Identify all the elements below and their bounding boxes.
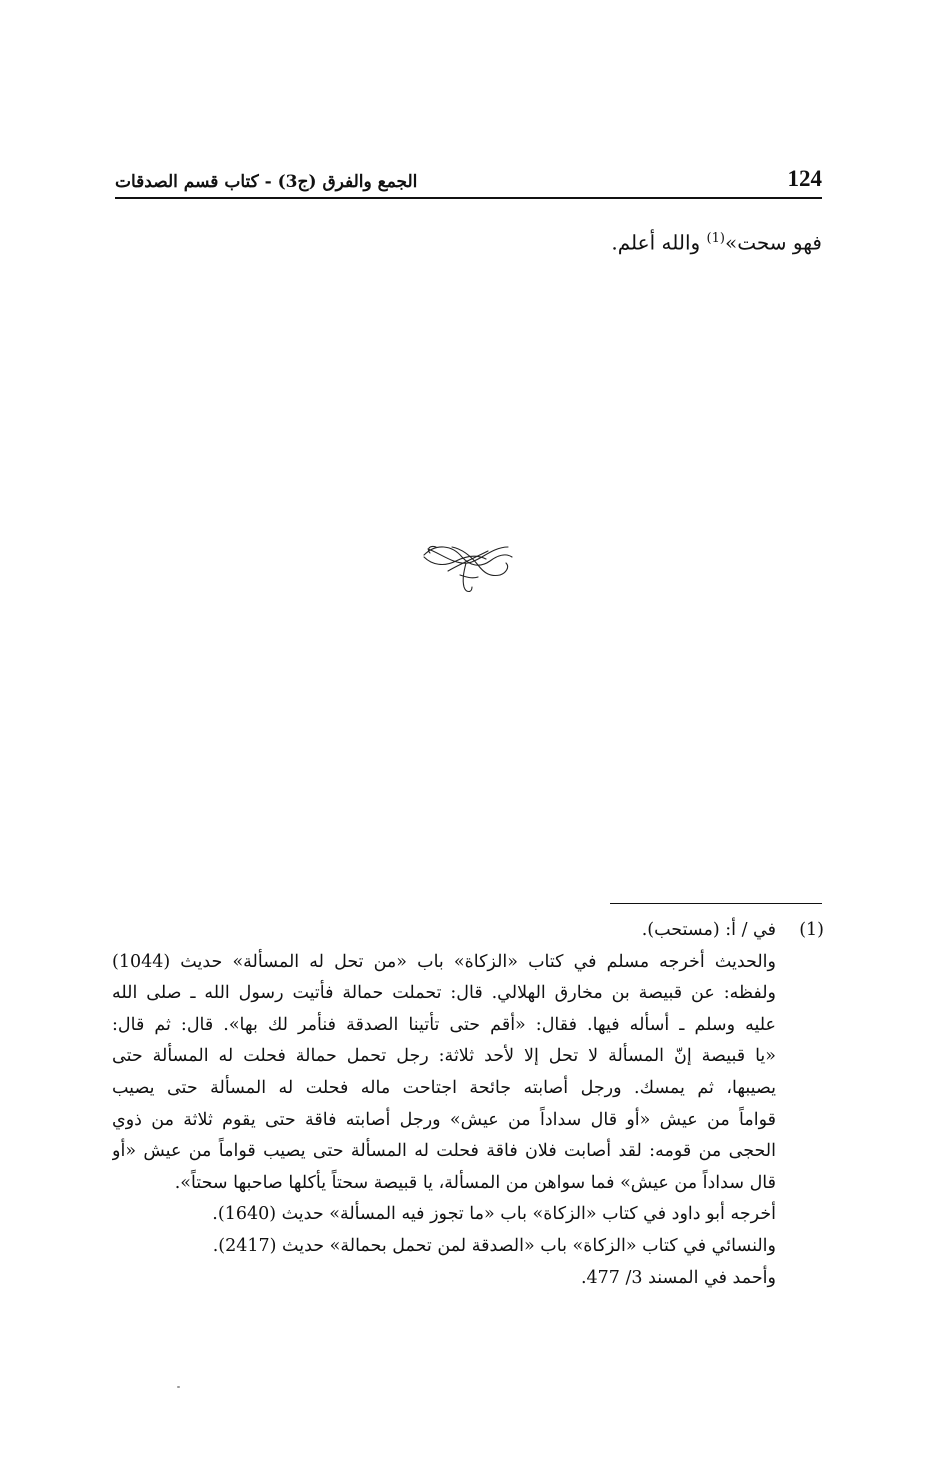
footnote-line: والحديث أخرجه مسلم في كتاب «الزكاة» باب «من تحل له المسألة» حديث (1044) — [112, 951, 776, 972]
page-number: 124 — [787, 166, 822, 191]
main-text-end: والله أعلم. — [611, 230, 707, 255]
footnote-line: أخرجه أبو داود في كتاب «الزكاة» باب «ما تجوز فيه المسألة» حديث (1640). — [212, 1204, 776, 1225]
footnote-item — [112, 915, 824, 1294]
footnote-line: وأحمد في المسند 3/ 477. — [580, 1267, 776, 1288]
main-text — [115, 222, 822, 260]
footnote-line: والنسائي في كتاب «الزكاة» باب «الصدقة لمن تحمل بحمالة» حديث (2417). — [212, 1235, 776, 1256]
running-title: الجمع والفرق (ج3) - كتاب قسم الصدقات — [115, 172, 418, 192]
footnote-line: «يا قبيصة إنّ المسألة لا تحل إلا لأحد ثلاثة: رجل تحمل حمالة فحلت له المسألة حتى — [112, 1046, 776, 1067]
calligraphic-flourish-icon — [418, 535, 518, 605]
footnote-line: ولفظه: عن قبيصة بن مخارق الهلالي. قال: تحملت حمالة فأتيت رسول الله ـ صلى الله — [112, 983, 776, 1004]
footnote-marker: (1) — [799, 920, 824, 940]
footnote-line: قواماً من عيش «أو قال سداداً من عيش» ورجل أصابته فاقة حتى يقوم ثلاثة من ذوي — [112, 1109, 776, 1130]
main-text-start: فهو سحت» — [724, 230, 822, 255]
scan-speck — [177, 1386, 180, 1388]
footnotes — [112, 915, 824, 1294]
footnote-line: عليه وسلم ـ أسأله فيها. فقال: «أقم حتى تأتينا الصدقة فنأمر لك بها». قال: ثم قال: — [112, 1014, 776, 1035]
footnote-line: يصيبها، ثم يمسك. ورجل أصابته جائحة اجتاحت ماله فحلت له المسألة حتى يصيب — [112, 1077, 776, 1098]
footnote-text — [112, 915, 776, 1294]
footnote-line: الحجى من قومه: لقد أصابت فلان فاقة فحلت له المسألة حتى يصيب قواماً من عيش «أو — [112, 1141, 776, 1162]
footnote-line: في / أ: (مستحب). — [641, 920, 776, 940]
footnote-reference[interactable]: (1) — [706, 231, 725, 246]
footnote-separator — [610, 903, 822, 904]
header-rule — [115, 197, 822, 199]
running-header — [115, 158, 822, 192]
footnote-line: قال سداداً من عيش» فما سواهن من المسألة، يا قبيصة سحتاً يأكلها صاحبها سحتاً». — [174, 1172, 776, 1193]
